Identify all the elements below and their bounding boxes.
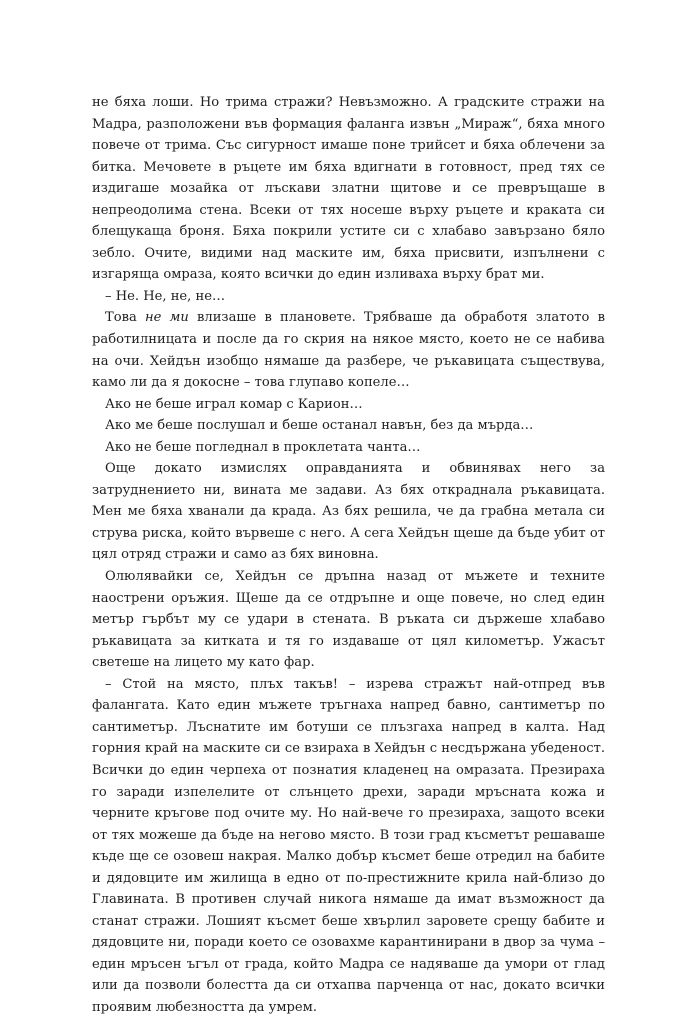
paragraph-9: – Стой на място, плъх такъв! – изрева стражът най-отпред във фалангата. Като един мъжете тръгнаха напред бавно, сантиметър по сантиметър. Лъснатите им ботуши се плъзгаха напред в калта. Над горния край на маските си се взираха в Хейдън с несдържана убеденост. Всички до един черпеха от познатия кладенец на омразата. Презираха го заради изпелелите от слънцето дрехи, заради мръсната кожа и черните кръгове под очите му. Но най-вече го презираха, защото всеки от тях можеше да бъде на негово място. В този град късметът решаваше къде ще се озовеш накрая. Малко добър късмет беше отредил на бабите и дядовците им жилища в едно от по-престижните крила най-близо до Главината. В противен случай никога нямаше да имат възможност да станат стражи. Лошият късмет беше хвърлил заровете срещу бабите и дядовците ни, поради което се озовахме карантинирани в двор за чума – един мръсен ъгъл от града, който Мадра се надяваше да умори от глад или да позволи болестта да си отхапва парченца от нас, докато всички проявим любезността да умрем. bbox=[92, 676, 605, 1015]
paragraph-1: не бяха лоши. Но трима стражи? Невъзможно. А градските стражи на Мадра, разположени във формация фаланга извън „Мираж“, бяха много повече от трима. Със сигурност имаше поне трийсет и бяха облечени за битка. Мечовете в ръцете им бяха вдигнати в готовност, пред тях се издигаше мозайка от лъскави златни щитове и се превръщаше в непреодолима стена. Всеки от тях носеше върху ръцете и краката си блещукаща броня. Бяха покрили устите си с хлабаво завързано бяло зебло. Очите, видими над маските им, бяха присвити, изпълнени с изгаряща омраза, която всички до един изливаха върху брат ми. bbox=[92, 95, 605, 283]
paragraph-8: Олюлявайки се, Хейдън се дръпна назад от мъжете и техните наострени оръжия. Щеше да се отдръпне и още повече, но след един метър гърбът му се удари в стената. В ръката си държеше хлабаво ръкавицата за китката и тя го издаваше от цял километър. Ужасът светеше на лицето му като фар. bbox=[92, 569, 605, 671]
paragraph-3-rest: влизаше в плановете. Трябваше да обработя златото в работилницата и после да го скрия на някое място, което не се набива на очи. Хейдън изобщо нямаше да разбере, че ръкавицата съществува, камо ли да я докосне – това глупаво копеле… bbox=[92, 310, 605, 391]
paragraph-3-italic: не ми bbox=[144, 310, 189, 326]
paragraph-3 bbox=[92, 307, 605, 393]
paragraph-5: Ако ме беше послушал и беше останал навън, без да мърда… bbox=[105, 418, 534, 434]
paragraph-3-start: Това bbox=[105, 310, 145, 326]
paragraph-4: Ако не беше играл комар с Карион… bbox=[105, 396, 363, 412]
paragraph-7: Още докато измислях оправданията и обвинявах него за затруднението ни, вината ме задави. Аз бях откраднала ръкавицата. Мен ме бяха хванали да крада. Аз бях решила, че да грабна метала си струва риска, който вървеше с него. А сега Хейдън щеше да бъде убит от цял отряд стражи и само аз бях виновна. bbox=[92, 461, 605, 563]
document-body bbox=[92, 92, 605, 1019]
paragraph-2: – Не. Не, не, не… bbox=[105, 288, 226, 304]
paragraph-6: Ако не беше погледнал в проклетата чанта… bbox=[105, 439, 421, 455]
